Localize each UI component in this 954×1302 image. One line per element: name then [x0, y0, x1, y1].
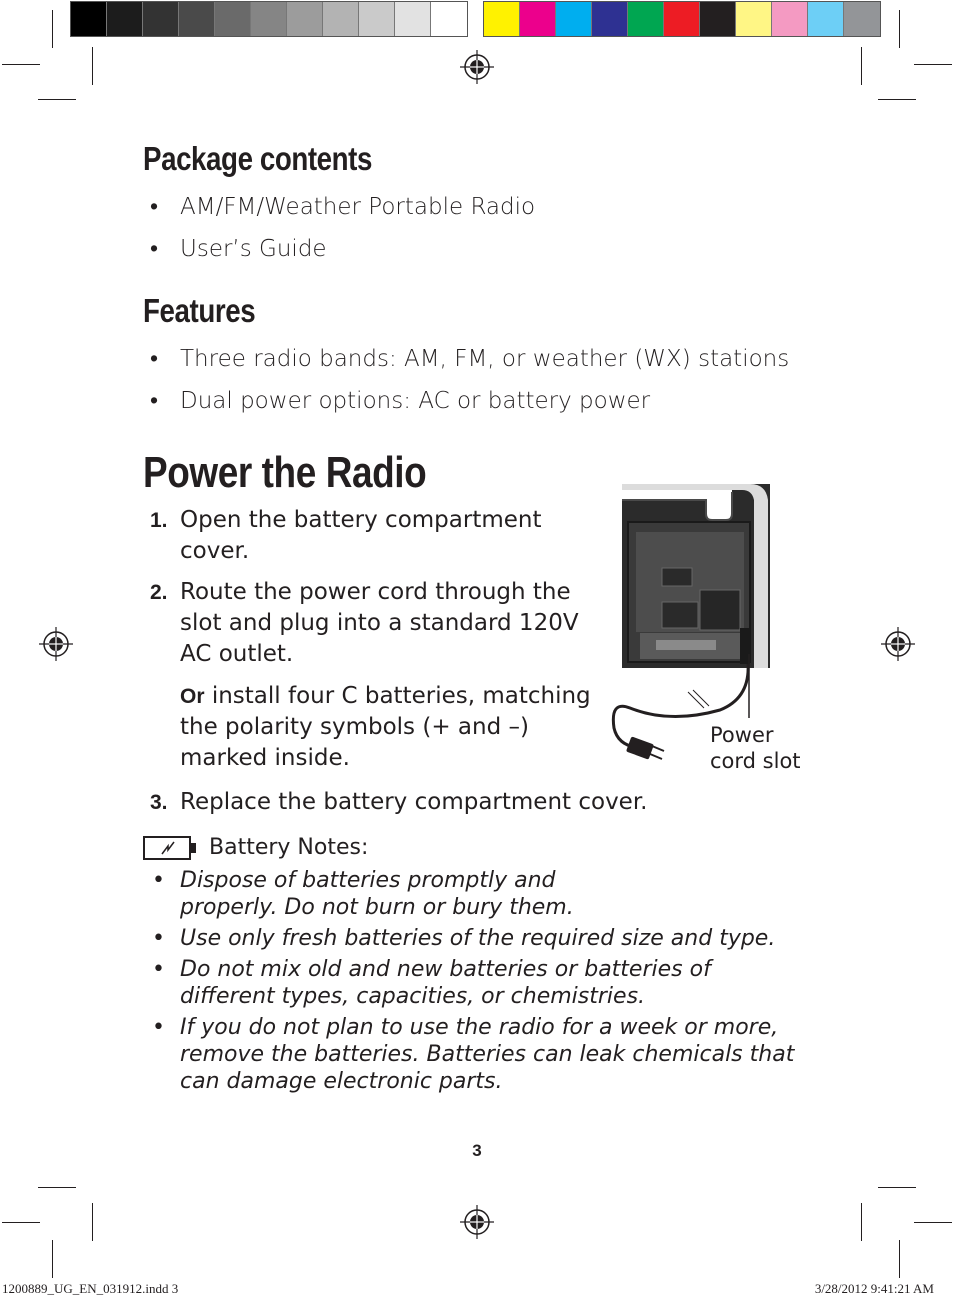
- battery-icon: [143, 836, 199, 862]
- step-number: 2.: [150, 581, 168, 604]
- list-item-text: AM/FM/Weather Portable Radio: [180, 194, 536, 220]
- process-swatch: [628, 2, 664, 36]
- list-item-text: Do not mix old and new batteries or batteries of different types, capacities, or chemistries.: [180, 957, 711, 1009]
- process-swatch: [556, 2, 592, 36]
- gray-swatch: [359, 2, 395, 36]
- step-text: Route the power cord through the slot and plug into a standard 120V AC outlet.: [180, 579, 579, 667]
- or-text: install four C batteries, matching the polarity symbols (+ and –) marked inside.: [180, 683, 591, 771]
- battery-notes-heading: Battery Notes:: [209, 835, 369, 860]
- gray-swatch: [143, 2, 179, 36]
- process-swatch: [520, 2, 556, 36]
- gray-swatch: [287, 2, 323, 36]
- process-swatch: [808, 2, 844, 36]
- list-item-text: If you do not plan to use the radio for a week or more, remove the batteries. Batteries can leak chemicals that can damage electronic parts.: [180, 1015, 795, 1094]
- alternate-instruction: [180, 681, 600, 774]
- bullet: •: [152, 868, 165, 893]
- crop-mark: [92, 47, 93, 85]
- gray-swatch: [431, 2, 467, 36]
- bullet: •: [152, 926, 165, 951]
- process-swatch: [844, 2, 880, 36]
- bullet: •: [150, 388, 159, 414]
- gray-swatch: [395, 2, 431, 36]
- crop-mark: [52, 1240, 53, 1278]
- crop-mark: [52, 10, 53, 48]
- registration-mark-icon: [460, 1205, 494, 1239]
- crop-mark: [899, 10, 900, 48]
- step-text: Replace the battery compartment cover.: [180, 789, 648, 815]
- process-swatch: [592, 2, 628, 36]
- registration-mark-icon: [39, 627, 73, 661]
- process-swatch: [700, 2, 736, 36]
- crop-mark: [38, 1187, 76, 1188]
- power-the-radio-heading: Power the Radio: [143, 448, 427, 497]
- crop-mark: [38, 99, 76, 100]
- caption-line: cord slot: [710, 749, 801, 773]
- crop-mark: [914, 64, 952, 65]
- step-number: 1.: [150, 509, 168, 532]
- bullet: •: [150, 346, 159, 372]
- list-item-text: Dispose of batteries promptly and properly. Do not burn or bury them.: [180, 868, 574, 920]
- list-item-text: Three radio bands: AM, FM, or weather (WX) stations: [180, 346, 790, 372]
- crop-mark: [2, 64, 40, 65]
- crop-mark: [2, 1222, 40, 1223]
- crop-mark: [899, 1240, 900, 1278]
- crop-mark: [914, 1222, 952, 1223]
- crop-mark: [878, 99, 916, 100]
- process-swatch: [736, 2, 772, 36]
- caption-line: Power: [710, 723, 774, 747]
- gray-swatch: [179, 2, 215, 36]
- crop-mark: [861, 47, 862, 85]
- bullet: •: [152, 957, 165, 982]
- step-number: 3.: [150, 791, 168, 814]
- gray-swatch: [71, 2, 107, 36]
- bullet: •: [150, 194, 159, 220]
- slug-timestamp: 3/28/2012 9:41:21 AM: [814, 1281, 934, 1296]
- gray-swatch: [215, 2, 251, 36]
- features-heading: Features: [143, 292, 256, 329]
- process-color-bar: [483, 1, 881, 37]
- step-text: Open the battery compartment cover.: [180, 507, 542, 564]
- list-item-text: Use only fresh batteries of the required size and type.: [180, 926, 776, 951]
- crop-mark: [92, 1203, 93, 1241]
- figure-caption: [710, 722, 801, 774]
- registration-mark-icon: [460, 50, 494, 84]
- list-item-text: Dual power options: AC or battery power: [180, 388, 651, 414]
- registration-mark-icon: [881, 627, 915, 661]
- slug-file-info: 1200889_UG_EN_031912.indd 3: [2, 1281, 179, 1296]
- crop-mark: [861, 1203, 862, 1241]
- page-number: 3: [472, 1141, 482, 1160]
- bullet: •: [152, 1015, 165, 1040]
- crop-mark: [878, 1187, 916, 1188]
- process-swatch: [484, 2, 520, 36]
- gray-swatch: [251, 2, 287, 36]
- bullet: •: [150, 236, 159, 262]
- list-item-text: User’s Guide: [180, 236, 327, 262]
- process-swatch: [664, 2, 700, 36]
- gray-color-bar: [70, 1, 468, 37]
- package-contents-heading: Package contents: [143, 140, 373, 177]
- process-swatch: [772, 2, 808, 36]
- or-keyword: Or: [180, 685, 205, 708]
- gray-swatch: [107, 2, 143, 36]
- gray-swatch: [323, 2, 359, 36]
